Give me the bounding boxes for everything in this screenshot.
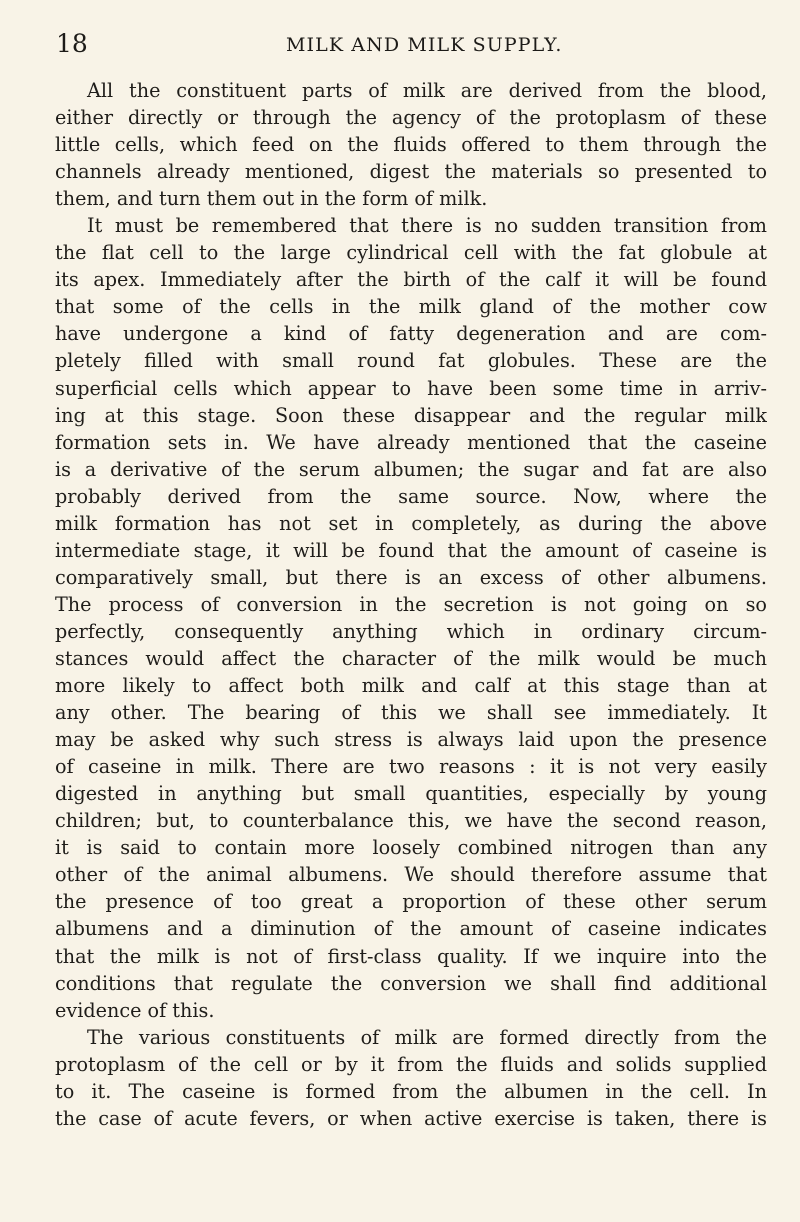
text-line: stances would affect the character of the milk would be much [55,646,767,670]
text-line: milk formation has not set in completely, as during the above [55,511,767,535]
text-line: either directly or through the agency of the protoplasm of these [55,106,767,130]
text-line: is a derivative of the serum albumen; the sugar and fat are also [55,457,767,481]
text-line: that the milk is not of first-class quality. If we inquire into the [55,944,767,968]
text-line: its apex. Immediately after the birth of the calf it will be found [55,268,767,292]
text-line: digested in anything but small quantities, especially by young [55,782,767,806]
text-line: the flat cell to the large cylindrical cell with the fat globule at [55,241,767,265]
text-line: more likely to affect both milk and calf at this stage than at [55,674,767,698]
text-line: superficial cells which appear to have been some time in arriv- [55,376,767,400]
text-line: All the constituent parts of milk are derived from the blood, [87,79,767,102]
text-line: of caseine in milk. There are two reasons : it is not very easily [55,755,767,779]
text-line: probably derived from the same source. Now, where the [55,484,767,508]
text-line: any other. The bearing of this we shall see immediately. It [55,701,767,725]
text-line: may be asked why such stress is always laid upon the presence [55,728,767,752]
text-line: the presence of too great a proportion of these other serum [55,890,767,914]
text-line: to it. The caseine is formed from the albumen in the cell. In [55,1079,767,1103]
text-line: channels already mentioned, digest the materials so presented to [55,160,767,184]
text-line: The various constituents of milk are formed directly from the [87,1025,767,1049]
text-line: that some of the cells in the milk gland of the mother cow [55,295,767,319]
text-line: conditions that regulate the conversion we shall find additional [55,971,767,995]
text-line: other of the animal albumens. We should therefore assume that [55,863,767,887]
text-line: evidence of this. [55,998,215,1022]
text-line: The process of conversion in the secretion is not going on so [55,592,767,616]
text-line: the case of acute fevers, or when active exercise is taken, there is [55,1106,767,1130]
text-line: perfectly, consequently anything which in ordinary circum- [55,619,767,643]
text-line: formation sets in. We have already mentioned that the caseine [55,430,767,454]
running-head [56,28,746,60]
text-line: children; but, to counterbalance this, we have the second reason, [55,809,767,833]
text-line: protoplasm of the cell or by it from the fluids and solids supplied [55,1052,767,1076]
text-line: little cells, which feed on the fluids offered to them through the [55,133,767,157]
text-line: ing at this stage. Soon these disappear and the regular milk [55,403,767,427]
text-line: pletely filled with small round fat globules. These are the [55,349,767,373]
text-line: them, and turn them out in the form of milk. [55,187,488,211]
running-title: MILK AND MILK SUPPLY. [286,34,563,56]
body-text [55,77,767,1132]
page-number: 18 [56,29,88,58]
text-line: intermediate stage, it will be found that the amount of caseine is [55,538,767,562]
text-line: it is said to contain more loosely combined nitrogen than any [55,836,767,860]
text-line: comparatively small, but there is an excess of other albumens. [55,565,767,589]
text-line: albumens and a diminution of the amount of caseine indicates [55,917,767,941]
text-line: have undergone a kind of fatty degeneration and are com- [55,322,767,346]
text-line: It must be remembered that there is no sudden transition from [87,214,767,238]
